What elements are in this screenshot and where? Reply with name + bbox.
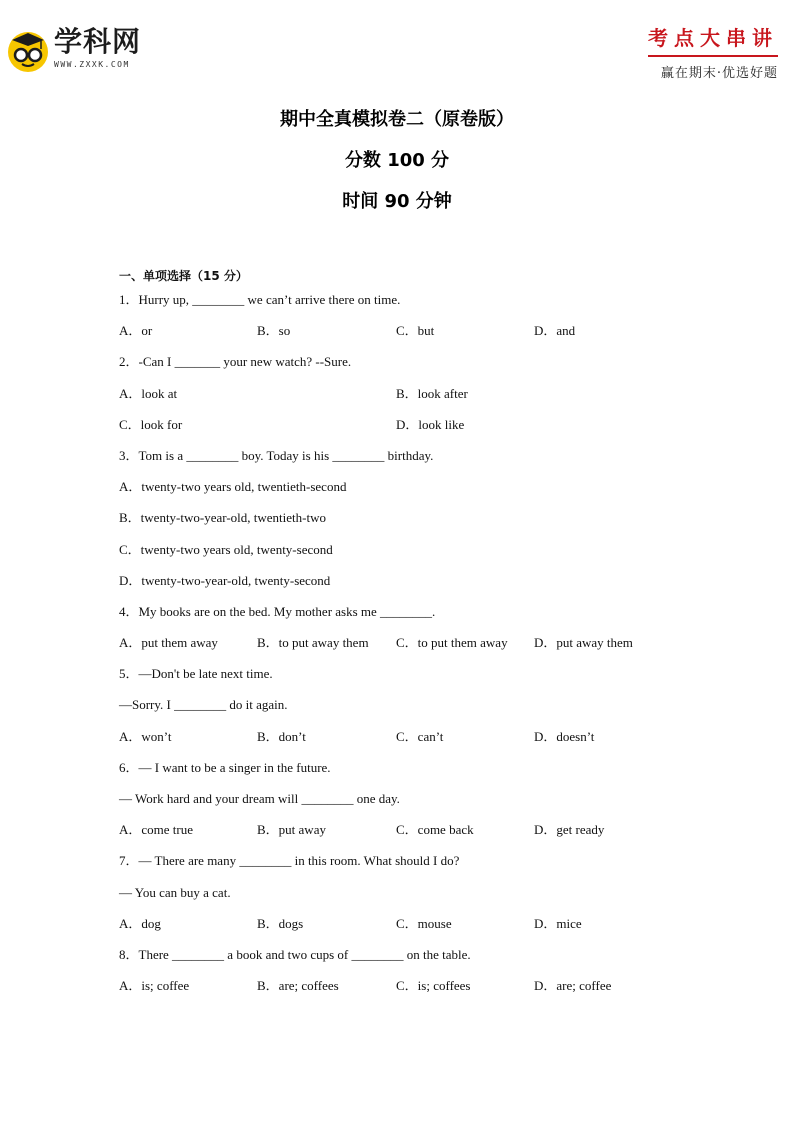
- option-d: D．put away them: [534, 635, 633, 651]
- option-c: C．but: [396, 323, 435, 339]
- question-3: [119, 446, 759, 602]
- options-row: [119, 415, 759, 446]
- question-2: [119, 352, 759, 446]
- option-a: A．look at: [119, 385, 178, 401]
- question-stem: 6．— I want to be a singer in the future.: [119, 759, 331, 775]
- logo-icon: [8, 32, 48, 72]
- option-c: C．can’t: [396, 728, 444, 744]
- options-row: [119, 384, 759, 415]
- page-title: 期中全真模拟卷二（原卷版）: [280, 109, 514, 130]
- option-b: B．so: [257, 323, 291, 339]
- question-stem: 8．There ________ a book and two cups of ________ on the table.: [119, 946, 471, 962]
- option-c: C．to put them away: [396, 635, 508, 651]
- question-stem: 1．Hurry up, ________ we can’t arrive there on time.: [119, 292, 401, 307]
- section-title: 一、单项选择（15 分）: [119, 269, 248, 283]
- question-stem: 3．Tom is a ________ boy. Today is his ________ birthday.: [119, 447, 434, 463]
- question-stem: 2．-Can I _______ your new watch? --Sure.: [119, 354, 352, 370]
- question-6: [119, 758, 759, 852]
- time-line: 时间 90 分钟: [342, 191, 452, 212]
- option-c: C．come back: [396, 822, 474, 838]
- option-a: A．is; coffee: [119, 978, 190, 994]
- option-a: A．dog: [119, 915, 161, 931]
- options-row: [119, 727, 759, 758]
- options-row: [119, 633, 759, 664]
- question-response: — Work hard and your dream will ________ one day.: [119, 791, 400, 806]
- exam-content: [119, 266, 759, 1007]
- option-b: B．twenty-two-year-old, twentieth-two: [119, 510, 326, 526]
- option-b: B．put away: [257, 822, 326, 838]
- option-b: B．look after: [396, 385, 468, 401]
- logo-url: WWW.ZXXK.COM: [54, 60, 130, 69]
- question-response: — You can buy a cat.: [119, 884, 231, 900]
- options-row: [119, 321, 759, 352]
- question-4: [119, 602, 759, 664]
- option-b: B．to put away them: [257, 635, 369, 651]
- question-1: [119, 290, 759, 352]
- option-d: D．look like: [396, 416, 465, 432]
- option-d: D．mice: [534, 915, 582, 931]
- option-c: C．twenty-two years old, twenty-second: [119, 541, 333, 557]
- option-a: A．come true: [119, 822, 194, 838]
- logo-text: 学科网: [54, 25, 142, 58]
- option-c: C．look for: [119, 416, 183, 432]
- option-a: A．put them away: [119, 635, 218, 651]
- option-d: D．doesn’t: [534, 728, 595, 744]
- option-d: D．get ready: [534, 822, 605, 838]
- option-d: D．are; coffee: [534, 978, 612, 994]
- option-b: B．don’t: [257, 728, 306, 744]
- option-a: A．or: [119, 323, 153, 339]
- header-right: [648, 22, 778, 81]
- options-row: [119, 914, 759, 945]
- option-a: A．twenty-two years old, twentieth-second: [119, 479, 347, 495]
- option-b: B．dogs: [257, 915, 304, 931]
- question-7: [119, 851, 759, 945]
- option-b: B．are; coffees: [257, 978, 339, 994]
- question-stem: 4．My books are on the bed. My mother asks me ________.: [119, 603, 436, 619]
- score-line: 分数 100 分: [344, 150, 450, 171]
- question-8: [119, 945, 759, 1007]
- option-a: A．won’t: [119, 728, 172, 744]
- brand-title: 考点大串讲: [648, 22, 778, 57]
- option-d: D．twenty-two-year-old, twenty-second: [119, 572, 331, 588]
- option-d: D．and: [534, 323, 576, 339]
- question-stem: 7．— There are many ________ in this room. What should I do?: [119, 853, 460, 869]
- question-stem: 5．—Don't be late next time.: [119, 666, 273, 682]
- header-left: [8, 26, 141, 72]
- options-row: [119, 976, 759, 1007]
- question-5: [119, 664, 759, 758]
- option-c: C．mouse: [396, 915, 452, 931]
- title-block: [0, 108, 794, 231]
- option-c: C．is; coffees: [396, 978, 471, 994]
- options-row: [119, 820, 759, 851]
- brand-subtitle: 赢在期末·优选好题: [660, 66, 778, 81]
- question-response: —Sorry. I ________ do it again.: [119, 697, 288, 713]
